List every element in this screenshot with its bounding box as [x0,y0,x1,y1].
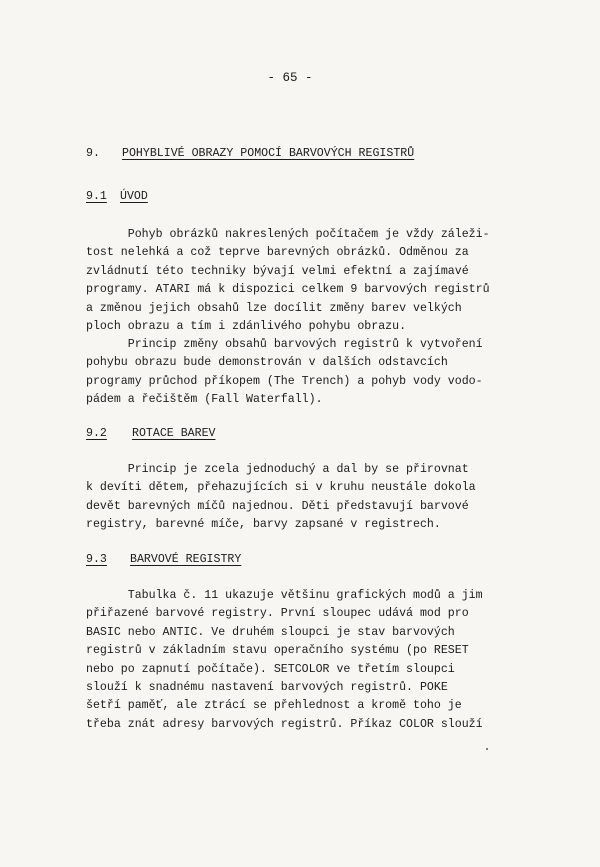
section-title: ROTACE BAREV [132,427,216,440]
text-line: Princip je zcela jednoduchý a dal by se přirovnat [86,463,469,476]
text-line: programy průchod příkopem (The Trench) a pohyb vody vodo- [86,374,483,388]
text-line: pohybu obrazu bude demonstrován v dalších odstavcích [86,356,448,370]
text-line: devět barevných míčů najednou. Děti představují barvové [86,499,469,513]
paragraph-intro-1 [86,226,516,336]
section-number: 9.2 [86,427,107,440]
scan-speck [486,748,488,750]
text-line: registry, barevné míče, barvy zapsané v registrech. [86,518,441,532]
text-line: BASIC nebo ANTIC. Ve druhém sloupci je stav barvových [86,625,455,639]
text-line: tost nelehká a což teprve barevných obrázků. Odměnou za [86,246,469,260]
text-line: Pohyb obrázků nakreslených počítačem je vždy záleži- [86,228,490,241]
text-line: zvládnutí této techniky bývají velmi efektní a zajímavé [86,264,469,278]
section-heading-9-3 [86,553,241,566]
page-number: - 65 - [267,71,313,85]
text-line: programy. ATARI má k dispozici celkem 9 barvových registrů [86,283,490,297]
text-line: třeba znát adresy barvových registrů. Příkaz COLOR slouží [86,717,483,731]
text-line: a změnou jejich obsahů lze docílit změny barev velkých [86,301,462,315]
section-number: 9.3 [86,553,107,566]
text-line: pádem a řečištěm (Fall Waterfall). [86,393,323,407]
text-line: k devíti dětem, přehazujících si v kruhu neustále dokola [86,481,476,495]
paragraph-color-registers [86,587,516,734]
text-line: nebo po zapnutí počítače). SETCOLOR ve třetím sloupci [86,662,455,676]
section-title: BARVOVÉ REGISTRY [130,553,242,566]
text-line: přiřazené barvové registry. První sloupec udává mod pro [86,607,469,621]
text-line: Tabulka č. 11 ukazuje většinu grafických modů a jim [86,589,483,602]
chapter-title: POHYBLIVÉ OBRAZY POMOCÍ BARVOVÝCH REGISTRŮ [122,147,415,160]
text-line: ploch obrazu a tím i zdánlivého pohybu obrazu. [86,319,407,333]
text-line: slouží k snadnému nastavení barvových registrů. POKE [86,680,448,694]
chapter-number: 9. [86,147,100,160]
section-heading-9-2 [86,427,216,440]
text-line: registrů v základním stavu operačního systému (po RESET [86,644,469,658]
section-number: 9.1 [86,190,107,203]
chapter-heading [86,147,414,160]
text-line: šetří paměť, ale ztrácí se přehlednost a kromě toho je [86,699,462,713]
section-heading-9-1 [86,190,148,203]
paragraph-intro-2 [86,336,516,410]
paragraph-rotation [86,461,516,535]
section-title: ÚVOD [120,190,148,203]
text-line: Princip změny obsahů barvových registrů k vytvoření [86,338,483,351]
